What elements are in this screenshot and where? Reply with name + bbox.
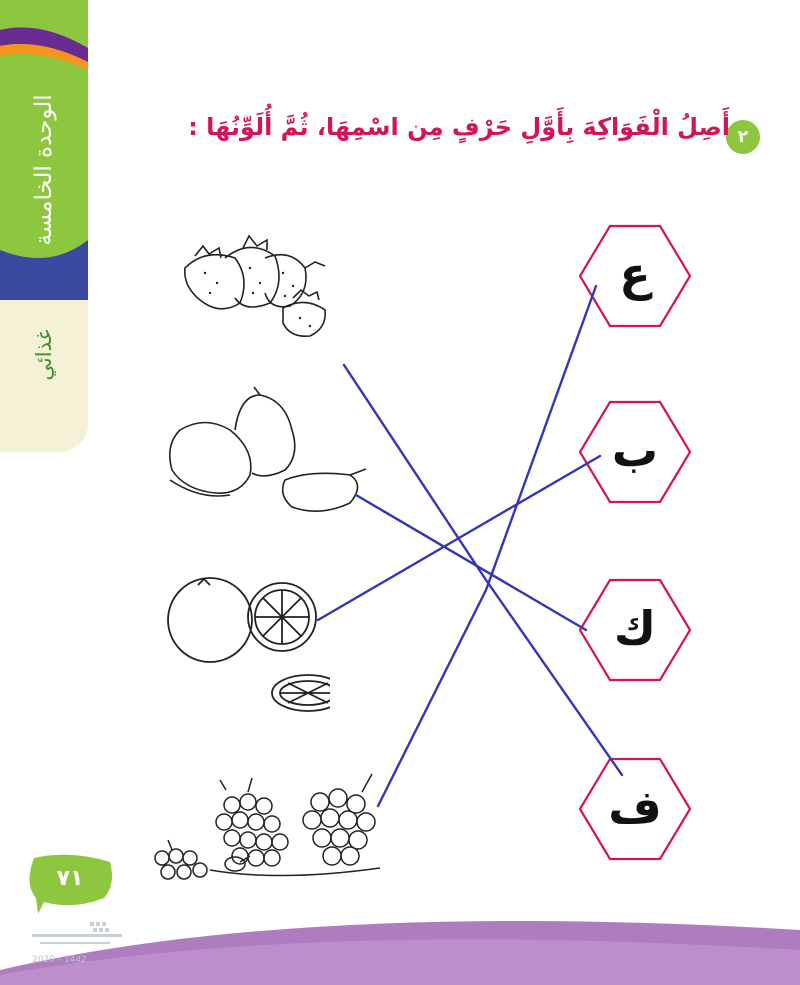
letter-label: ب	[611, 423, 659, 477]
letter-label: ف	[608, 780, 662, 834]
lesson-title: غذائي	[32, 329, 56, 381]
line-pear-to-kaf	[356, 495, 586, 630]
instruction-text: أَصِلُ الْفَوَاكِهَ بِأَوَّلِ حَرْفٍ مِن اسْمِهَا، ثُمَّ أُلَوِّنُهَا :	[188, 113, 730, 141]
letter-label: ك	[613, 601, 657, 655]
ministry-years: 2020 - 1442	[32, 955, 87, 965]
line-grapes-to-ain	[378, 286, 596, 806]
question-number-badge: ٢	[726, 120, 760, 154]
page-number: ٧١	[56, 866, 84, 891]
unit-title: الوحدة الخامسة	[31, 94, 57, 246]
letter-label: ع	[619, 247, 651, 301]
ministry-logo	[30, 920, 126, 966]
line-orange-to-ba	[318, 456, 600, 620]
